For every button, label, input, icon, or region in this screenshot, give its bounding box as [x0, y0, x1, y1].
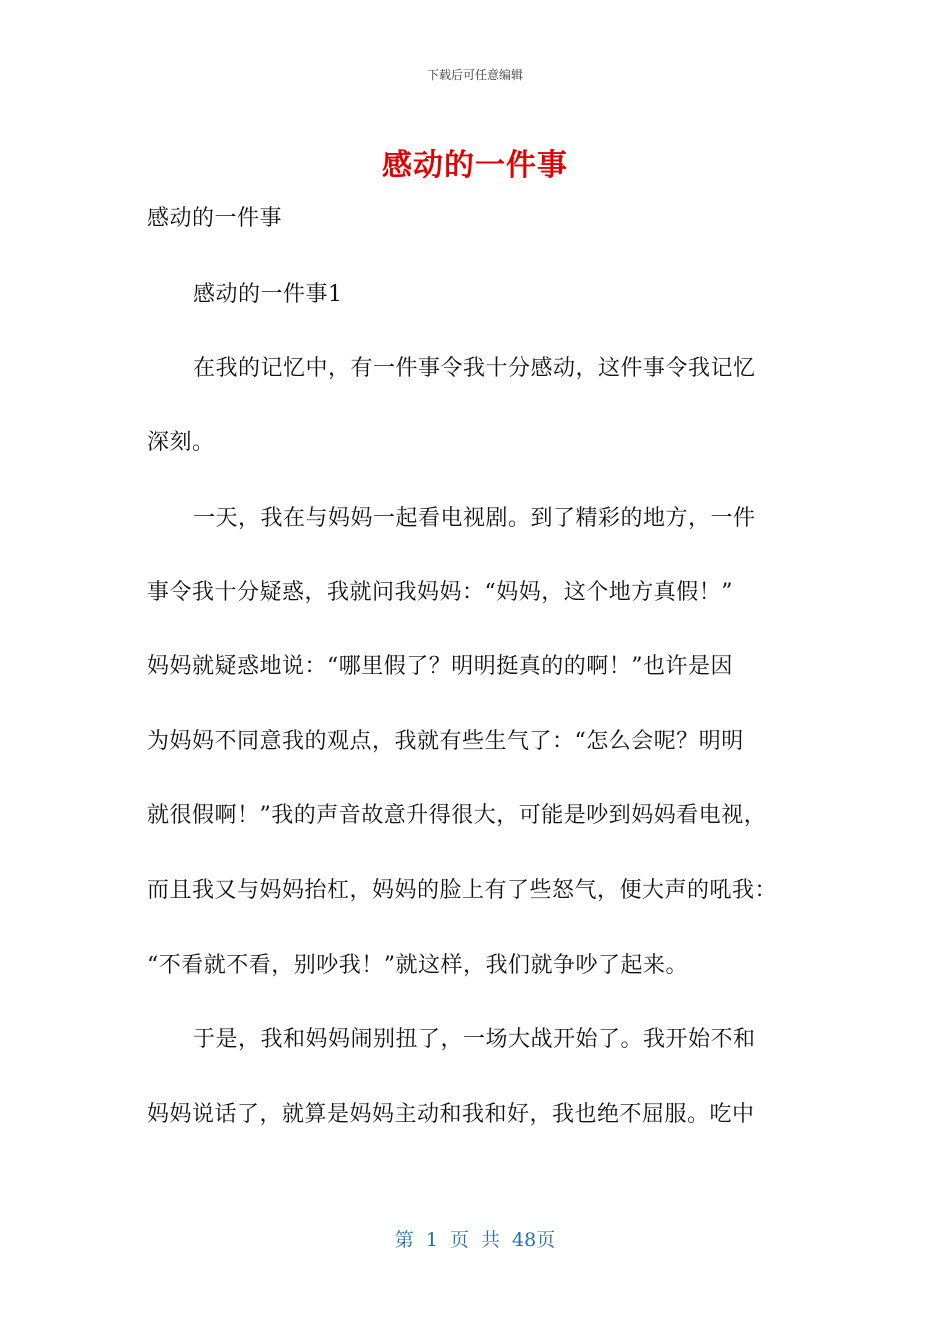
paragraph-2-line-4: 为妈妈不同意我的观点，我就有些生气了：“怎么会呢？明明	[147, 729, 744, 754]
paragraph-2-line-1: 一天，我在与妈妈一起看电视剧。到了精彩的地方，一件	[193, 506, 756, 531]
page-header: 下载后可任意编辑	[426, 68, 523, 82]
paragraph-3-line-2: 妈妈说话了，就算是妈妈主动和我和好，我也绝不屈服。吃中	[147, 1102, 755, 1127]
section-heading: 感动的一件事1	[193, 282, 343, 307]
paragraph-2-line-5: 就很假啊！”我的声音故意升得很大，可能是吵到妈妈看电视，	[147, 803, 767, 828]
page-footer	[0, 1225, 950, 1252]
document-title: 感动的一件事	[382, 148, 568, 183]
paragraph-1-line-1: 在我的记忆中，有一件事令我十分感动，这件事令我记忆	[193, 356, 756, 381]
paragraph-2-line-6: 而且我又与妈妈抬杠，妈妈的脸上有了些怒气，便大声的吼我：	[147, 878, 778, 903]
footer-suffix: 页	[536, 1229, 556, 1251]
footer-prefix: 第	[394, 1229, 414, 1251]
paragraph-2-line-2: 事令我十分疑惑，我就问我妈妈：“妈妈，这个地方真假！”	[147, 580, 733, 605]
footer-total-pages: 48	[512, 1229, 537, 1251]
footer-page-number: 1	[425, 1229, 438, 1251]
paragraph-3-line-1: 于是，我和妈妈闹别扭了，一场大战开始了。我开始不和	[193, 1027, 756, 1052]
paragraph-2-line-3: 妈妈就疑惑地说：“哪里假了？明明挺真的的啊！”也许是因	[147, 654, 733, 679]
paragraph-2-line-7: “不看就不看，别吵我！”就这样，我们就争吵了起来。	[147, 953, 688, 978]
subtitle-line: 感动的一件事	[147, 206, 283, 231]
paragraph-1-line-2: 深刻。	[147, 430, 215, 455]
footer-mid: 页 共	[449, 1229, 500, 1251]
